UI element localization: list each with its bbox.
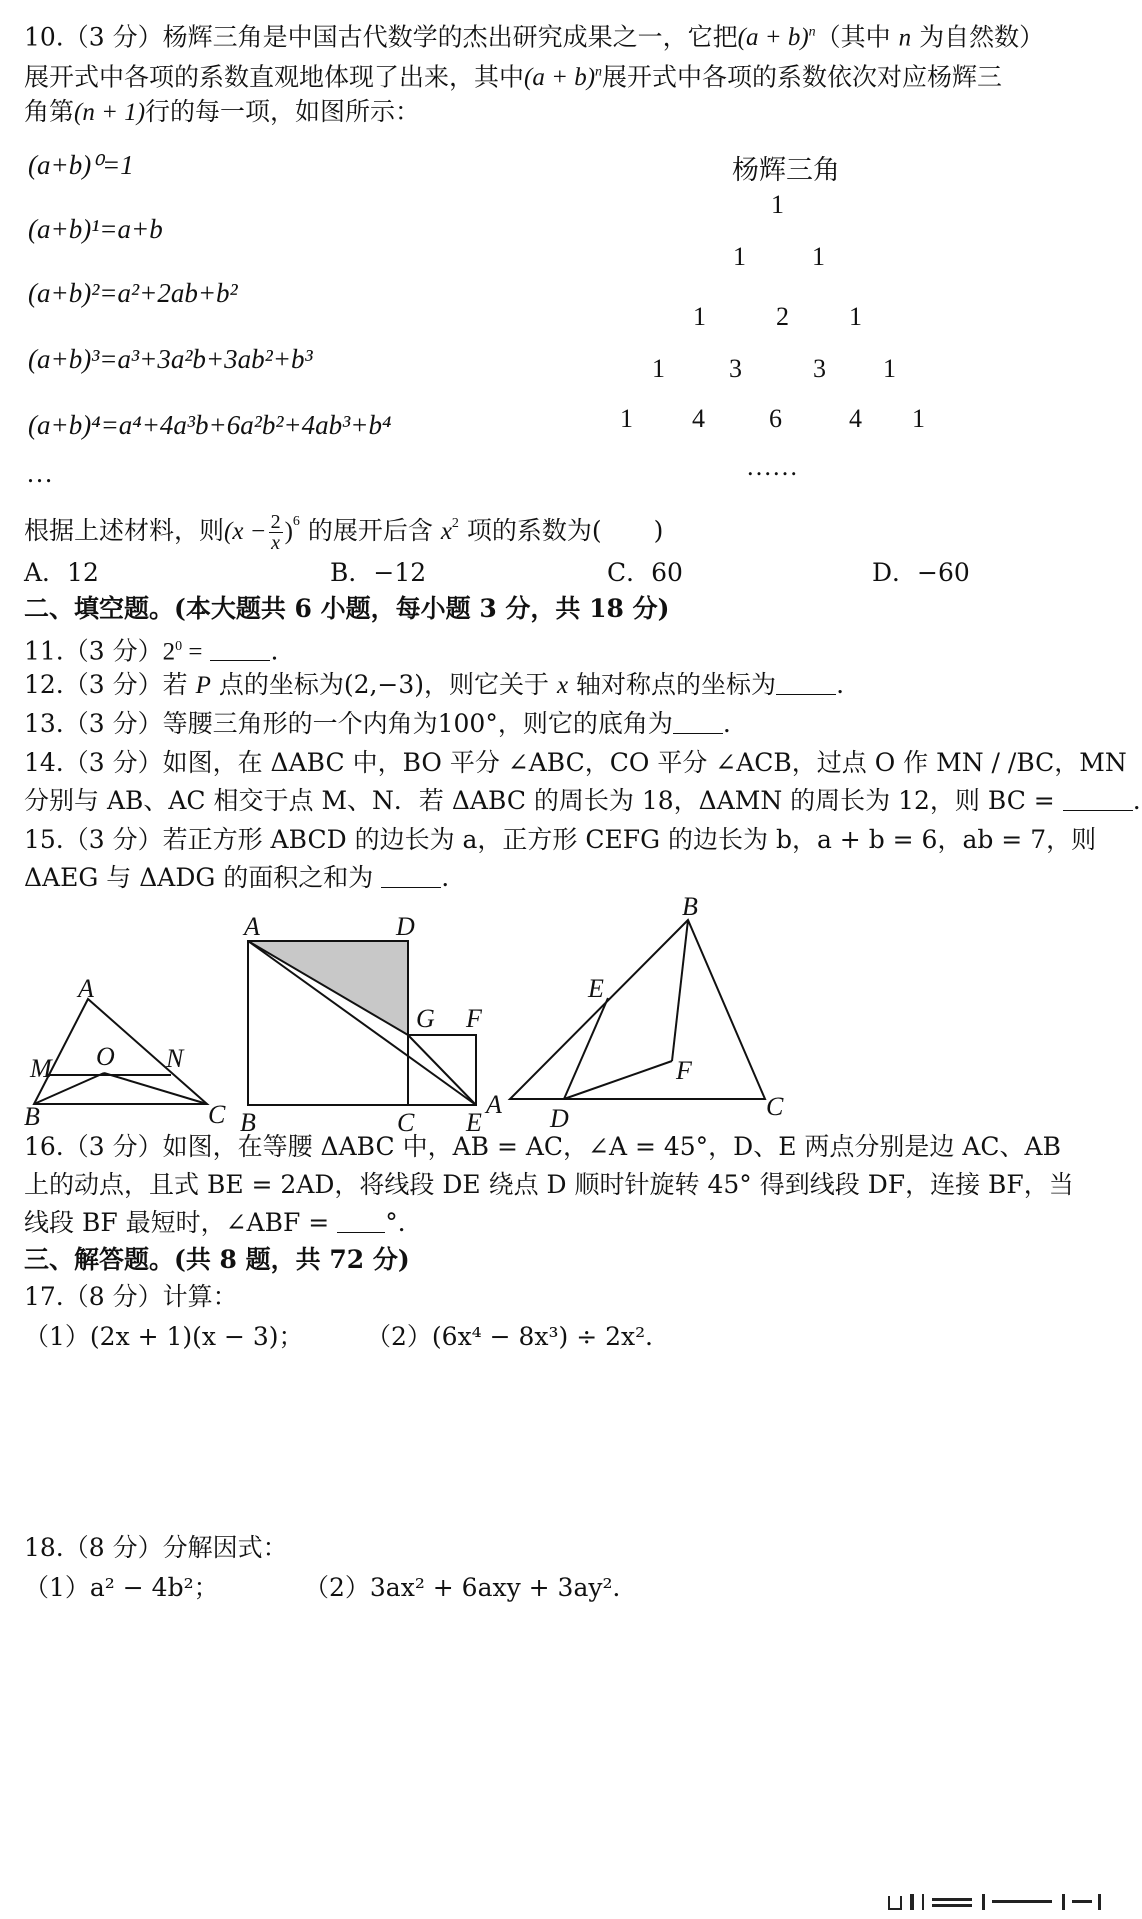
label-c: C — [208, 1100, 226, 1129]
option-c[interactable]: C．60 — [607, 558, 683, 587]
q10-expr-1: $(a + b)^n$ — [737, 24, 816, 52]
triangle-cell: 1 — [652, 354, 665, 383]
expansion-1: (a+b)¹=a+b — [28, 214, 163, 244]
triangle-cell: 1 — [733, 242, 746, 271]
figure3-labels — [484, 895, 784, 1133]
figures-row — [0, 895, 1142, 1140]
label-c: C — [397, 1108, 415, 1137]
triangle-cell: 4 — [692, 404, 705, 433]
label-b: B — [682, 895, 698, 921]
triangle-title: 杨辉三角 — [732, 155, 840, 186]
triangle-cell: 1 — [883, 354, 896, 383]
triangle-cell: 1 — [693, 302, 706, 331]
label-a: A — [78, 974, 94, 1003]
q10-expr-2: $(a + b)^n$ — [524, 64, 603, 92]
figure1-labels — [24, 974, 226, 1131]
label-m: M — [30, 1054, 52, 1083]
label-f: F — [676, 1056, 692, 1085]
q10-text-a: 10.（3 分）杨辉三角是中国古代数学的杰出研究成果之一，它把 — [24, 22, 738, 52]
q12: 12.（3 分）若 P 点的坐标为(2,−3)，则它关于 x 轴对称点的坐标为 . — [24, 670, 845, 699]
q18-part1: （1）a² − 4b²； — [24, 1573, 219, 1602]
q16-line3: 线段 BF 最短时，∠ABF = °． — [24, 1208, 423, 1237]
label-e: E — [588, 974, 604, 1003]
triangle-cell: 1 — [849, 302, 862, 331]
expansion-ellipsis: … — [28, 458, 53, 488]
label-a: A — [244, 912, 260, 941]
q15-line1: 15.（3 分）若正方形 ABCD 的边长为 a，正方形 CEFG 的边长为 b，a + b = 6，ab = 7，则 — [24, 825, 1097, 854]
label-g: G — [416, 1004, 435, 1033]
expansion-3: (a+b)³=a³+3a²b+3ab²+b³ — [28, 344, 313, 374]
label-b: B — [24, 1102, 40, 1131]
segment-co — [104, 1073, 207, 1104]
q17-part2: （2）(6x⁴ − 8x³) ÷ 2x²． — [366, 1322, 671, 1351]
q10-line3: 角第(n + 1)行的每一项，如图所示： — [24, 97, 421, 126]
section2-heading: 二、填空题。(本大题共 6 小题，每小题 3 分，共 18 分) — [24, 594, 670, 623]
label-d: D — [550, 1104, 569, 1133]
triangle-cell: 3 — [729, 354, 742, 383]
triangle-ellipsis: …… — [746, 452, 798, 481]
option-b[interactable]: B．−12 — [330, 558, 427, 587]
segment-ge — [408, 1035, 476, 1105]
q10-question: 根据上述材料，则(x − $\frac{2}{x}$ )$^6$ 的展开后含 $x^2$ 项的系数为( ) — [24, 511, 664, 554]
q10-line2: 展开式中各项的系数直观地体现了出来，其中$(a + b)^n$展开式中各项的系数依次对应杨辉三 — [24, 62, 1003, 92]
answer-blank[interactable] — [210, 638, 270, 661]
label-f: F — [466, 1004, 482, 1033]
label-a: A — [486, 1090, 502, 1119]
figure-isosceles — [510, 920, 765, 1099]
label-n: N — [166, 1044, 184, 1073]
q13: 13.（3 分）等腰三角形的一个内角为100°，则它的底角为 . — [24, 709, 731, 738]
label-o: O — [96, 1042, 115, 1071]
q14-line2: 分别与 AB、AC 相交于点 M、N．若 ΔABC 的周长为 18，ΔAMN 的周长为 12，则 BC = . — [24, 786, 1141, 815]
label-b: B — [240, 1108, 256, 1137]
triangle-cell: 4 — [849, 404, 862, 433]
answer-blank[interactable] — [337, 1210, 385, 1233]
q11: 11.（3 分）$2^0$ = . — [24, 636, 279, 666]
answer-blank[interactable] — [1063, 788, 1133, 811]
q10-line1: 10.（3 分）杨辉三角是中国古代数学的杰出研究成果之一，它把$(a + b)^n$（其中 n 为自然数） — [24, 22, 1045, 52]
q18-title: 18.（8 分）分解因式： — [24, 1533, 288, 1562]
figure-squares — [248, 941, 476, 1105]
triangle-cell: 3 — [813, 354, 826, 383]
expansion-0: (a+b)⁰=1 — [28, 150, 134, 180]
triangle-cell: 1 — [812, 242, 825, 271]
option-a[interactable]: A．12 — [24, 558, 99, 587]
label-e: E — [466, 1108, 482, 1137]
section3-heading: 三、解答题。(共 8 题，共 72 分) — [24, 1245, 410, 1274]
q17-title: 17.（8 分）计算： — [24, 1282, 238, 1311]
q16-line1: 16.（3 分）如图，在等腰 ΔABC 中，AB = AC，∠A = 45°，D、E 两点分别是边 AC、AB — [24, 1132, 1061, 1161]
expansion-2: (a+b)²=a²+2ab+b² — [28, 278, 238, 308]
triangle-cell: 1 — [620, 404, 633, 433]
q14-line1: 14.（3 分）如图，在 ΔABC 中，BO 平分 ∠ABC，CO 平分 ∠ACB，过点 O 作 MN / /BC，MN — [24, 748, 1127, 777]
q18-part2: （2）3ax² + 6axy + 3ay²． — [304, 1573, 638, 1602]
q17-part1: （1）(2x + 1)(x − 3)； — [24, 1322, 304, 1351]
answer-blank[interactable] — [673, 711, 723, 734]
triangle-cell: 6 — [769, 404, 782, 433]
segment-df — [564, 1061, 672, 1099]
option-d[interactable]: D．−60 — [872, 558, 970, 587]
triangle-cell: 1 — [912, 404, 925, 433]
answer-blank[interactable] — [381, 865, 441, 888]
watermark-bars — [888, 1894, 1120, 1912]
triangle-cell: 2 — [776, 302, 789, 331]
fraction: $\frac{2}{x}$ — [270, 511, 281, 554]
answer-blank[interactable] — [776, 672, 836, 695]
label-d: D — [396, 912, 415, 941]
segment-ed — [564, 998, 608, 1099]
q15-line2: ΔAEG 与 ΔADG 的面积之和为 . — [24, 863, 450, 892]
expansion-4: (a+b)⁴=a⁴+4a³b+6a²b²+4ab³+b⁴ — [28, 410, 392, 440]
q16-line2: 上的动点，且式 BE = 2AD，将线段 DE 绕点 D 顺时针旋转 45° 得到线段 DF，连接 BF，当 — [24, 1170, 1074, 1199]
label-c: C — [766, 1092, 784, 1121]
segment-fb — [672, 920, 688, 1061]
triangle-cell: 1 — [771, 190, 784, 219]
